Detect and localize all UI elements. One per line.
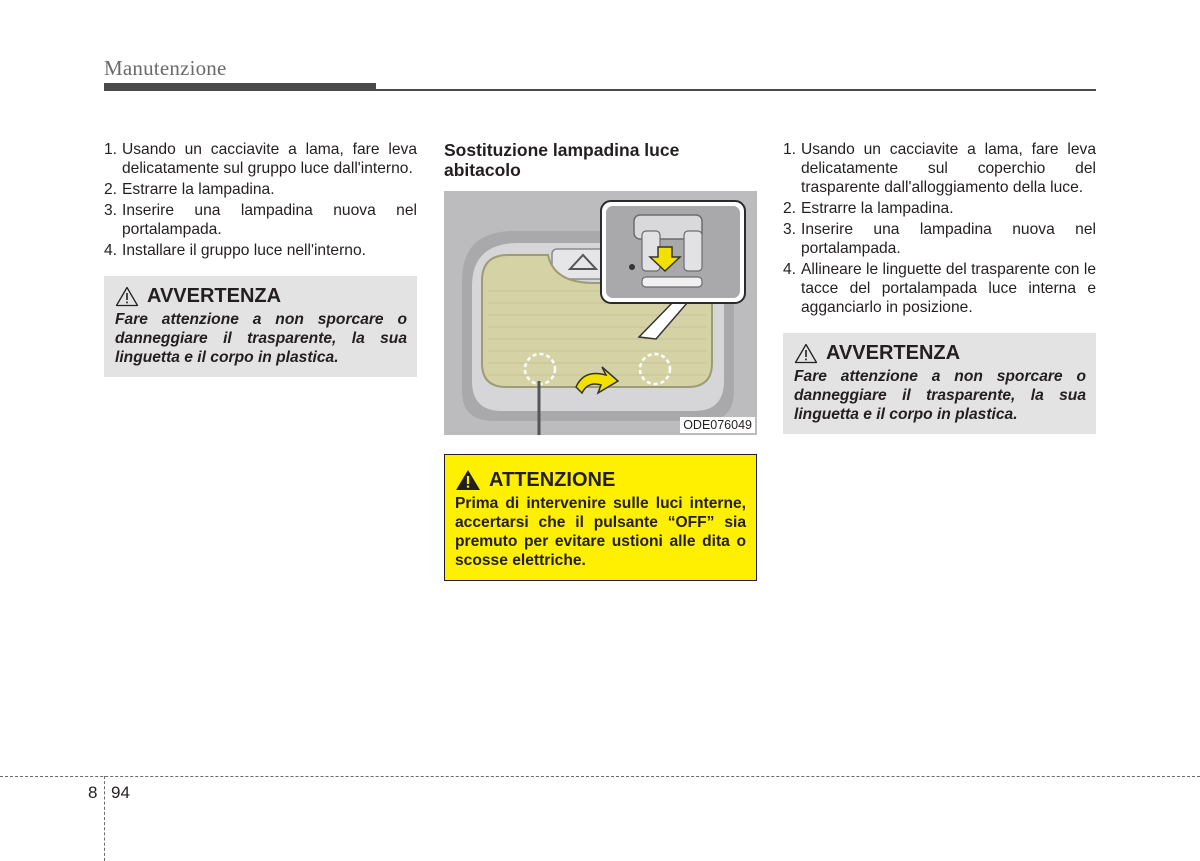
list-item	[783, 260, 1096, 317]
page-header-title: Manutenzione	[104, 56, 227, 80]
page-number: 94	[111, 783, 130, 802]
list-item	[104, 140, 417, 178]
middle-column	[444, 140, 757, 581]
warning-box	[104, 276, 417, 377]
figure-code-label: ODE076049	[680, 417, 755, 433]
warning-title: AVVERTENZA	[826, 342, 961, 364]
step-number: 1.	[783, 141, 797, 158]
caution-text: Prima di intervenire sulle luci interne, accertarsi che il pulsante “OFF” sia premuto per evitare ustioni alle dita o scosse elettriche.	[455, 495, 746, 569]
step-text: Inserire una lampadina nuova nel portalampada.	[801, 221, 1096, 257]
dome-light-figure	[444, 191, 757, 435]
step-number: 1.	[104, 141, 118, 158]
warning-title: AVVERTENZA	[147, 285, 282, 307]
warning-title-row	[794, 341, 1086, 365]
step-text: Usando un cacciavite a lama, fare leva delicatamente sul gruppo luce dall'interno.	[122, 141, 417, 177]
step-number: 4.	[104, 242, 118, 259]
list-item	[783, 199, 1096, 218]
caution-box	[444, 454, 757, 581]
caution-title: ATTENZIONE	[489, 469, 616, 491]
right-column	[783, 140, 1096, 434]
list-item	[783, 140, 1096, 197]
warning-box	[783, 333, 1096, 434]
dome-light-illustration	[444, 191, 757, 435]
left-steps-list	[104, 140, 417, 260]
step-number: 2.	[104, 181, 118, 198]
left-column	[104, 140, 417, 377]
caution-triangle-icon	[455, 469, 481, 491]
warning-title-row	[115, 284, 407, 308]
step-number: 3.	[104, 202, 118, 219]
right-steps-list	[783, 140, 1096, 317]
caution-title-row	[455, 468, 746, 492]
warning-text: Fare attenzione a non sporcare o danneggiare il trasparente, la sua linguetta e il corpo in plastica.	[115, 311, 407, 366]
step-number: 4.	[783, 261, 797, 278]
list-item	[783, 220, 1096, 258]
footer-vertical-divider	[104, 776, 105, 861]
warning-triangle-icon	[794, 343, 818, 364]
step-text: Inserire una lampadina nuova nel portalampada.	[122, 202, 417, 238]
warning-triangle-icon	[115, 286, 139, 307]
step-text: Estrarre la lampadina.	[801, 200, 954, 217]
section-heading: Sostituzione lampadina luce abitacolo	[444, 140, 680, 180]
list-item	[104, 241, 417, 260]
footer-divider	[0, 776, 1200, 777]
step-text: Allineare le linguette del trasparente con le tacce del portalampada luce interna e agganciarlo in posizione.	[801, 261, 1096, 316]
chapter-number: 8	[88, 783, 98, 802]
step-number: 3.	[783, 221, 797, 238]
list-item	[104, 180, 417, 199]
list-item	[104, 201, 417, 239]
header-rule	[104, 89, 1096, 91]
step-text: Usando un cacciavite a lama, fare leva delicatamente sul coperchio del trasparente dall'alloggiamento della luce.	[801, 141, 1096, 196]
warning-text: Fare attenzione a non sporcare o danneggiare il trasparente, la sua linguetta e il corpo in plastica.	[794, 368, 1086, 423]
step-number: 2.	[783, 200, 797, 217]
step-text: Estrarre la lampadina.	[122, 181, 275, 198]
step-text: Installare il gruppo luce nell'interno.	[122, 242, 366, 259]
